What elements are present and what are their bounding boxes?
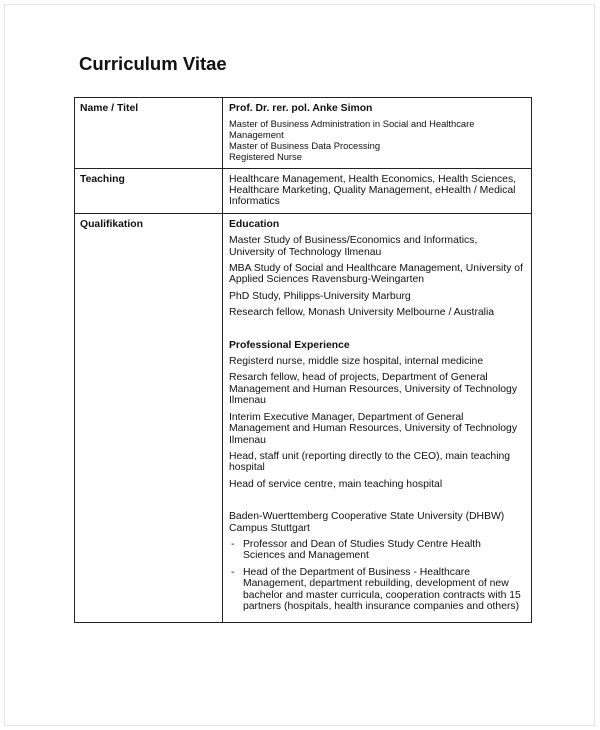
dash-bullet-icon: - bbox=[231, 538, 235, 550]
teaching-line: Healthcare Management, Health Economics, Health Sciences, bbox=[229, 173, 517, 185]
experience-item: Registerd nurse, middle size hospital, internal medicine bbox=[229, 356, 484, 368]
experience-item: Head of service centre, main teaching hospital bbox=[229, 478, 443, 490]
row-content-teaching bbox=[223, 168, 532, 213]
education-item: PhD Study, Philipps-University Marburg bbox=[229, 290, 411, 302]
experience-item: Head, staff unit (reporting directly to the CEO), main teaching hospital bbox=[229, 450, 511, 474]
current-institution: Baden-Wuerttemberg Cooperative State University (DHBW) Campus Stuttgart bbox=[229, 511, 505, 534]
row-label-name: Name / Titel bbox=[75, 98, 223, 169]
row-content-name bbox=[223, 98, 532, 169]
role-text: Professor and Dean of Studies Study Centre Health Sciences and Management bbox=[243, 538, 481, 562]
education-item: Research fellow, Monash University Melbourne / Australia bbox=[229, 307, 495, 319]
degree-item: Registered Nurse bbox=[229, 150, 302, 162]
cv-table bbox=[74, 97, 532, 623]
table-row-name bbox=[75, 98, 532, 169]
table-row-qualification bbox=[75, 213, 532, 623]
role-text: Head of the Department of Business - Healthcare Management, department rebuilding, development of new bachelor and master curricula, cooperation contracts with 15 partners (hospitals, health insurance companies and others) bbox=[243, 566, 521, 612]
experience-heading: Professional Experience bbox=[229, 339, 350, 351]
education-item: Master Study of Business/Economics and Informatics, University of Technology Ilmenau bbox=[229, 235, 478, 258]
row-content-qualification bbox=[223, 213, 532, 623]
degree-item: Master of Business Administration in Social and Healthcare Management bbox=[229, 118, 475, 141]
degree-item: Master of Business Data Processing bbox=[229, 140, 381, 151]
education-item: MBA Study of Social and Healthcare Management, University of Applied Sciences Ravensburg-Weingarten bbox=[229, 263, 523, 286]
experience-item: Resarch fellow, head of projects, Department of General Management and Human Resources, University of Technology Ilmenau bbox=[229, 372, 518, 407]
spacer bbox=[229, 324, 525, 340]
document-title: Curriculum Vitae bbox=[79, 53, 227, 74]
teaching-line: Healthcare Marketing, Quality Management, eHealth / Medical Informatics bbox=[229, 185, 516, 208]
row-label-qualification: Qualifikation bbox=[75, 213, 223, 623]
dash-bullet-icon: - bbox=[231, 566, 235, 578]
current-roles-list bbox=[229, 539, 525, 612]
person-name: Prof. Dr. rer. pol. Anke Simon bbox=[229, 103, 373, 114]
table-row-teaching bbox=[75, 168, 532, 213]
list-item bbox=[229, 567, 525, 613]
row-label-teaching: Teaching bbox=[75, 168, 223, 213]
list-item bbox=[229, 539, 525, 562]
spacer bbox=[229, 495, 525, 511]
education-heading: Education bbox=[229, 218, 280, 230]
experience-item: Interim Executive Manager, Department of General Management and Human Resources, University of Technology Ilmenau bbox=[229, 411, 518, 446]
